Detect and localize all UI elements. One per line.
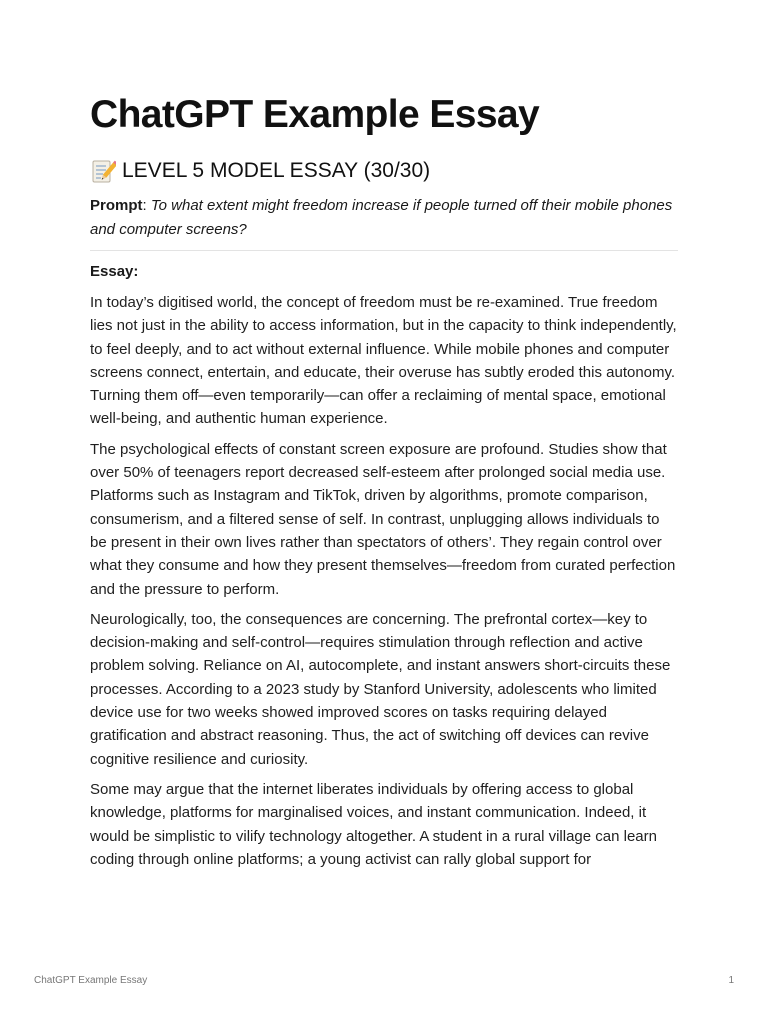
footer-title: ChatGPT Example Essay (34, 975, 148, 986)
essay-paragraph: The psychological effects of constant screen exposure are profound. Studies show that over 50% of teenagers report decreased self-esteem after prolonged social media use. Platforms such as Instagram and TikTok, driven by algorithms, promote comparison, consumerism, and a filtered sense of self. In contrast, unplugging allows individuals to be present in their own lives rather than spectators of others’. They regain control over what they consume and how they present themselves—freedom from curated perfection and the pressure to perform. (90, 440, 676, 598)
section-heading (90, 156, 678, 186)
essay-paragraph: Neurologically, too, the consequences are concerning. The prefrontal cortex—key to decision-making and self-control—requires stimulation through reflection and active problem solving. Reliance on AI, autocomplete, and instant answers short-circuits these processes. According to a 2023 study by Stanford University, adolescents who limited device use for two weeks showed improved scores on tasks requiring delayed gratification and abstract reasoning. Thus, the act of switching off devices can revive cognitive resilience and curiosity. (90, 610, 671, 768)
essay-paragraph: Some may argue that the internet liberates individuals by offering access to global knowledge, platforms for marginalised voices, and instant communication. Indeed, it would be simplistic to vilify technology altogether. A student in a rural village can learn coding through online platforms; a young activist can rally global support for (90, 780, 657, 868)
essay-label: Essay: (90, 263, 139, 280)
section-heading-text: LEVEL 5 MODEL ESSAY (30/30) (122, 159, 431, 182)
divider (90, 250, 678, 251)
prompt-text: To what extent might freedom increase if people turned off their mobile phones and computer screens? (90, 197, 673, 238)
document-content (90, 90, 678, 871)
footer-page-number: 1 (728, 975, 734, 986)
essay-prompt: Prompt: To what extent might freedom increase if people turned off their mobile phones and computer screens? (90, 197, 673, 238)
prompt-label: Prompt (90, 197, 143, 214)
document-title: ChatGPT Example Essay (90, 93, 540, 136)
essay-paragraph: In today’s digitised world, the concept of freedom must be re-examined. True freedom lies not just in the ability to access information, but in the capacity to think independently, to feel deeply, and to act without external influence. While mobile phones and computer screens connect, entertain, and educate, their overuse has subtly eroded this autonomy. Turning them off—even temporarily—can offer a reclaiming of mental space, emotional well-being, and authentic human experience. (90, 294, 677, 428)
memo-icon (90, 158, 116, 184)
